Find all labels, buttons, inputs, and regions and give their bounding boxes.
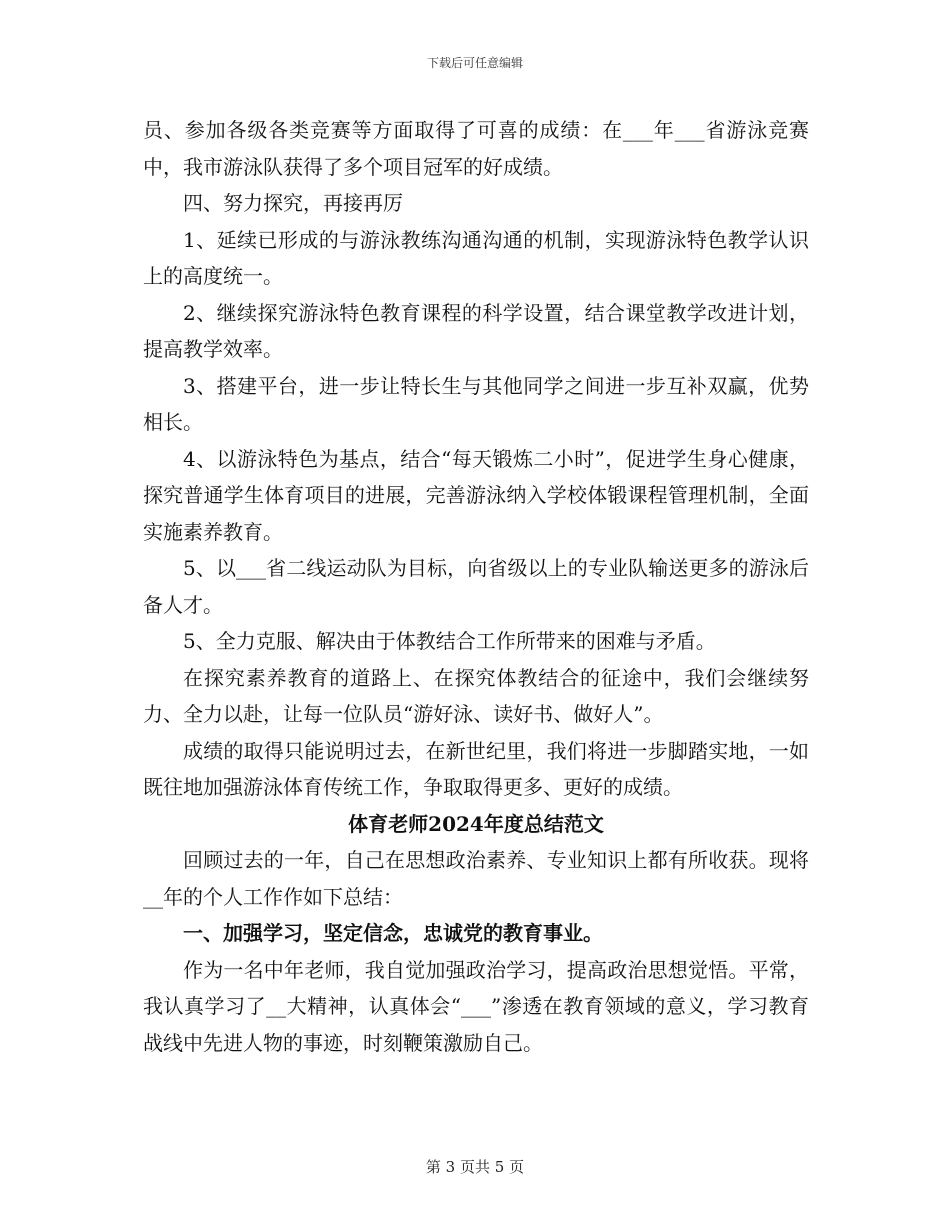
header-note: 下载后可任意编辑: [426, 56, 523, 70]
list-item-1: 1、延续已形成的与游泳教练沟通沟通的机制，实现游泳特色教学认识上的高度统一。: [143, 227, 809, 288]
list-item-5b: 5、全力克服、解决由于体教结合工作所带来的困难与矛盾。: [183, 629, 716, 653]
section-heading-one: 一、加强学习，坚定信念，忠诚党的教育事业。: [183, 921, 603, 945]
list-item-5a: 5、以___省二线运动队为目标，向省级以上的专业队输送更多的游泳后备人才。: [143, 556, 809, 617]
document-body: [143, 112, 809, 1061]
section-heading-four: 四、努力探究，再接再厉: [183, 191, 403, 215]
page-number: 第 3 页共 5 页: [425, 1158, 525, 1176]
list-item-2: 2、继续探究游泳特色教育课程的科学设置，结合课堂教学改进计划，提高教学效率。: [143, 300, 809, 361]
paragraph-commitment: 在探究素养教育的道路上、在探究体教结合的征途中，我们会继续努力、全力以赴，让每一位队员“游好泳、读好书、做好人”。: [143, 665, 809, 726]
paragraph-continuation: 员、参加各级各类竞赛等方面取得了可喜的成绩：在___年___省游泳竞赛中，我市游泳队获得了多个项目冠军的好成绩。: [143, 118, 809, 179]
list-item-4: 4、以游泳特色为基点，结合“每天锻炼二小时”，促进学生身心健康，探究普通学生体育项目的进展，完善游泳纳入学校体锻课程管理机制，全面实施素养教育。: [143, 446, 809, 544]
paragraph-closing: 成绩的取得只能说明过去，在新世纪里，我们将进一步脚踏实地，一如既往地加强游泳体育传统工作，争取取得更多、更好的成绩。: [143, 738, 809, 799]
list-item-3: 3、搭建平台，进一步让特长生与其他同学之间进一步互补双赢，优势相长。: [143, 373, 809, 434]
document-title: 体育老师2024年度总结范文: [348, 811, 604, 836]
paragraph-intro: 回顾过去的一年，自己在思想政治素养、专业知识上都有所收获。现将__年的个人工作作如下总结：: [143, 848, 809, 909]
paragraph-section-body: 作为一名中年老师，我自觉加强政治学习，提高政治思想觉悟。平常，我认真学习了__大精神，认真体会“___”渗透在教育领域的意义，学习教育战线中先进人物的事迹，时刻鞭策激励自己。: [143, 957, 809, 1055]
